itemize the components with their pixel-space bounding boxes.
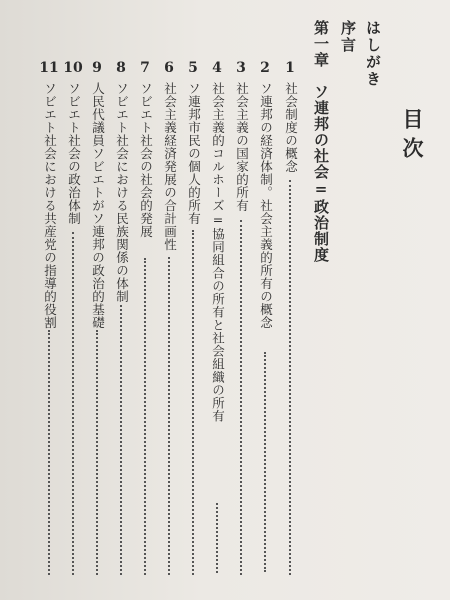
section-title: 社会制度の概念 <box>283 82 299 173</box>
section-number: 10 <box>63 60 83 76</box>
section-title: ソ連邦市民の個人的所有 <box>186 82 202 225</box>
dot-leader <box>144 258 146 575</box>
dot-leader <box>216 503 218 573</box>
section-number: 2 <box>260 60 270 76</box>
chapter-1-heading: 第一章 ソ連邦の社会=政治制度 <box>312 20 330 263</box>
section-title: 社会主義的コルホーズ=協同組合の所有と社会組織の所有 <box>210 82 226 423</box>
preface-entry: はしがき <box>364 20 382 88</box>
dot-leader <box>192 230 194 575</box>
section-number: 8 <box>116 60 126 76</box>
section-number: 7 <box>140 60 150 76</box>
section-title: ソビエト社会の政治体制 <box>66 82 82 225</box>
section-title: 社会主義の国家的所有 <box>234 82 250 212</box>
dot-leader <box>240 220 242 575</box>
section-title: ソ連邦の経済体制。社会主義的所有の概念 <box>258 82 274 329</box>
section-number: 6 <box>164 60 174 76</box>
dot-leader <box>289 180 291 575</box>
section-number: 1 <box>285 60 295 76</box>
section-number: 4 <box>212 60 222 76</box>
section-number: 3 <box>236 60 246 76</box>
toc-title: 目次 <box>400 108 425 166</box>
section-title: ソビエト社会の社会的発展 <box>138 82 154 238</box>
dot-leader <box>72 232 74 575</box>
section-number: 5 <box>188 60 198 76</box>
dot-leader <box>264 352 266 572</box>
section-title: ソビエト社会における民族関係の体制 <box>114 82 130 303</box>
section-number: 11 <box>39 60 59 76</box>
dot-leader <box>168 257 170 575</box>
introduction-entry: 序言 <box>339 20 357 54</box>
section-number: 9 <box>92 60 102 76</box>
dot-leader <box>48 330 50 575</box>
dot-leader <box>120 305 122 575</box>
dot-leader <box>96 330 98 575</box>
section-title: 社会主義経済発展の合計画性 <box>162 82 178 251</box>
section-title: ソビエト社会における共産党の指導的役割 <box>42 82 58 329</box>
section-title: 人民代議員ソビエトがソ連邦の政治的基礎 <box>90 82 106 329</box>
